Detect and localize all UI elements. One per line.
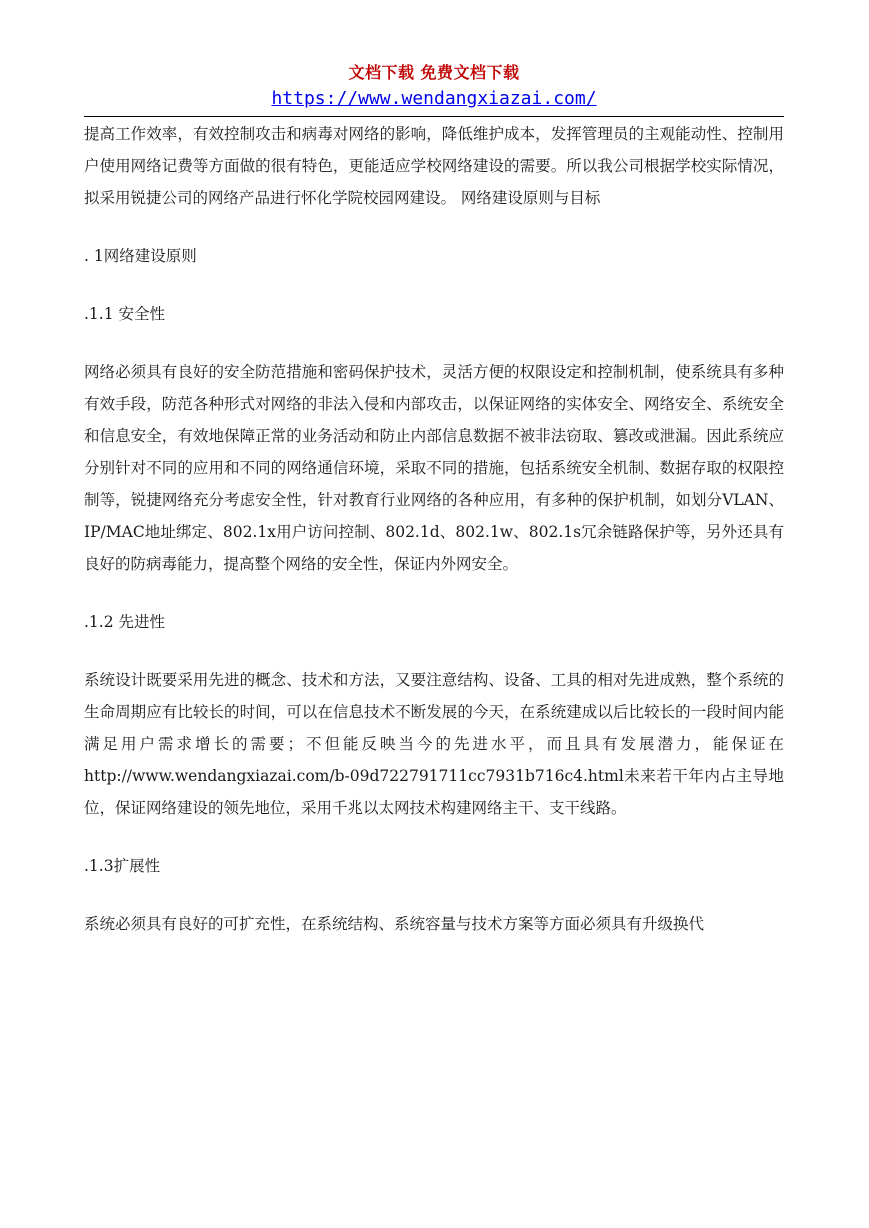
section-heading-scalability: .1.3扩展性 — [84, 857, 161, 875]
scalability-paragraph: 系统必须具有良好的可扩充性，在系统结构、系统容量与技术方案等方面必须具有升级换代 — [84, 915, 705, 933]
spacer — [84, 824, 784, 850]
spacer — [84, 882, 784, 908]
document-header — [84, 60, 784, 112]
header-divider — [84, 116, 784, 117]
security-paragraph: 网络必须具有良好的安全防范措施和密码保护技术，灵活方便的权限设定和控制机制，使系统具有多种有效手段，防范各种形式对网络的非法入侵和内部攻击，以保证网络的实体安全、网络安全、系统安全和信息安全，有效地保障正常的业务活动和防止内部信息数据不被非法窃取、篡改或泄漏。因此系统应分别针对不同的应用和不同的网络通信环境，采取不同的措施，包括系统安全机制、数据存取的权限控制等，锐捷网络充分考虑安全性，针对教育行业网络的各种应用，有多种的保护机制，如划分VLAN、IP/MAC地址绑定、802.1x用户访问控制、802.1d、802.1w、802.1s冗余链路保护等，另外还具有良好的防病毒能力，提高整个网络的安全性，保证内外网安全。 — [84, 363, 784, 573]
header-title: 文档下载 免费文档下载 — [348, 63, 520, 82]
spacer — [84, 330, 784, 356]
advanced-paragraph: 系统设计既要采用先进的概念、技术和方法，又要注意结构、设备、工具的相对先进成熟，整个系统的生命周期应有比较长的时间，可以在信息技术不断发展的今天，在系统建成以后比较长的一段时间内能满足用户需求增长的需要；不但能反映当今的先进水平，而且具有发展潜力，能保证在http://www.wendangxiazai.com/b-09d722791711cc7931b716c4.html未来若干年内占主导地位，保证网络建设的领先地位，采用千兆以太网技术构建网络主干、支干线路。 — [84, 671, 784, 817]
spacer — [84, 580, 784, 606]
spacer — [84, 272, 784, 298]
spacer — [84, 214, 784, 240]
section-heading-principles: . 1网络建设原则 — [84, 247, 197, 265]
section-heading-security: .1.1 安全性 — [84, 305, 166, 323]
document-body — [84, 118, 784, 940]
intro-paragraph: 提高工作效率，有效控制攻击和病毒对网络的影响，降低维护成本，发挥管理员的主观能动性、控制用户使用网络记费等方面做的很有特色，更能适应学校网络建设的需要。所以我公司根据学校实际情况，拟采用锐捷公司的网络产品进行怀化学院校园网建设。 网络建设原则与目标 — [84, 125, 784, 207]
spacer — [84, 638, 784, 664]
section-heading-advanced: .1.2 先进性 — [84, 613, 166, 631]
header-url-link[interactable]: https://www.wendangxiazai.com/ — [271, 88, 597, 109]
